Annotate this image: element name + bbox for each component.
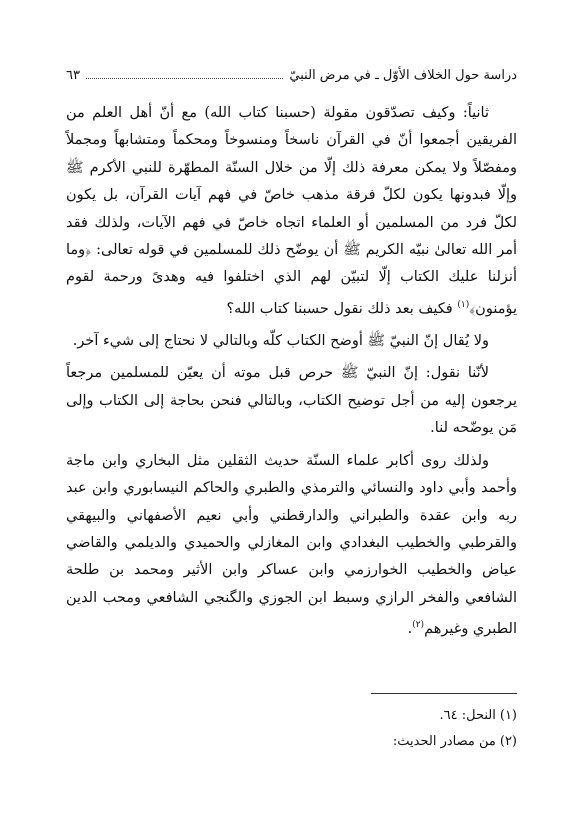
running-header: [66, 68, 517, 84]
paragraph-4-text: ولذلك روى أكابر علماء السنّة حديث الثقلين مثل البخاري وابن ماجة وأحمد وأبي داود والنسائي والترمذي والطبري والحاكم النيسابوري وابن عبد ربه وابن عقدة والطبراني والدارقطني وأبي نعيم الأصفهاني والبيهقي والقرطبي والخطيب البغدادي وابن المغازلي والحميدي والديلمي والقاضي عياض والخطيب الخوارزمي وابن عساكر وابن الأثير ومحمد بن طلحة الشافعي والفخر الرازي وسبط ابن الجوزي والگنجي الشافعي ومحب الدين الطبري وغيرهم: [66, 452, 517, 637]
footnote-1: [66, 703, 517, 729]
footnote-1-text: النحل: ٦٤.: [439, 708, 496, 723]
footnote-ref-2: (٢): [412, 620, 425, 631]
paragraph-4-end: .: [407, 620, 413, 637]
page-number: ٦٣: [66, 68, 80, 83]
footnotes: [66, 703, 517, 755]
header-title: دراسة حول الخلاف الأوّل ـ في مرض النبيّ: [289, 68, 517, 83]
footnote-2: [66, 729, 517, 755]
paragraph-1: [66, 100, 517, 323]
paragraph-1-end: فكيف بعد ذلك نقول حسبنا كتاب الله؟: [226, 300, 458, 317]
paragraph-1-text: ثانياً: وكيف تصدّقون مقولة (حسبنا كتاب الله) مع أنّ أهل العلم من الفريقين أجمعوا أنّ في القرآن ناسخاً ومنسوخاً ومحكماً ومتشابهاً ومجملاً ومفصّلاً ولا يمكن معرفة ذلك إلّا من خلال السنّة المطهّرة للنبي الأكرم ﷺ وإلّا فبدونها يكون لكلّ فرقة مذهب خاصّ في فهم آيات القرآن، بل يكون لكلّ فرد من المسلمين أو العلماء اتجاه خاصّ في فهم الآيات، ولذلك فقد أمر الله تعالىٰ نبيّه الكريم ﷺ أن يوضّح ذلك للمسلمين في قوله تعالى: ﴿وما أنزلنا عليك الكتاب إلّا لتبيّن لهم الذي اختلفوا فيه وهدىً ورحمة لقوم يؤمنون﴾: [66, 105, 517, 317]
footnote-2-number: (٢): [499, 734, 517, 749]
paragraph-2: ولا يُقال إنّ النبيّ ﷺ أوضح الكتاب كلّه وبالتالي لا نحتاج إلى شيء آخر.: [72, 333, 489, 350]
main-text: [66, 100, 517, 648]
footnote-1-number: (١): [499, 708, 517, 723]
header-leader-dots: [86, 78, 283, 79]
paragraph-4: [66, 448, 517, 644]
paragraph-3: لأنّنا نقول: إنّ النبيّ ﷺ حرص قبل موته أن يعيّن للمسلمين مرجعاً يرجعون إليه من أجل توضيح الكتاب، وبالتالي فنحن بحاجة إلى الكتاب وإلى مَن يوضّحه لنا.: [66, 365, 517, 437]
footnote-ref-1: (١): [457, 299, 470, 310]
footnote-separator: [371, 693, 517, 694]
footnote-2-text: من مصادر الحديث:: [392, 734, 496, 749]
